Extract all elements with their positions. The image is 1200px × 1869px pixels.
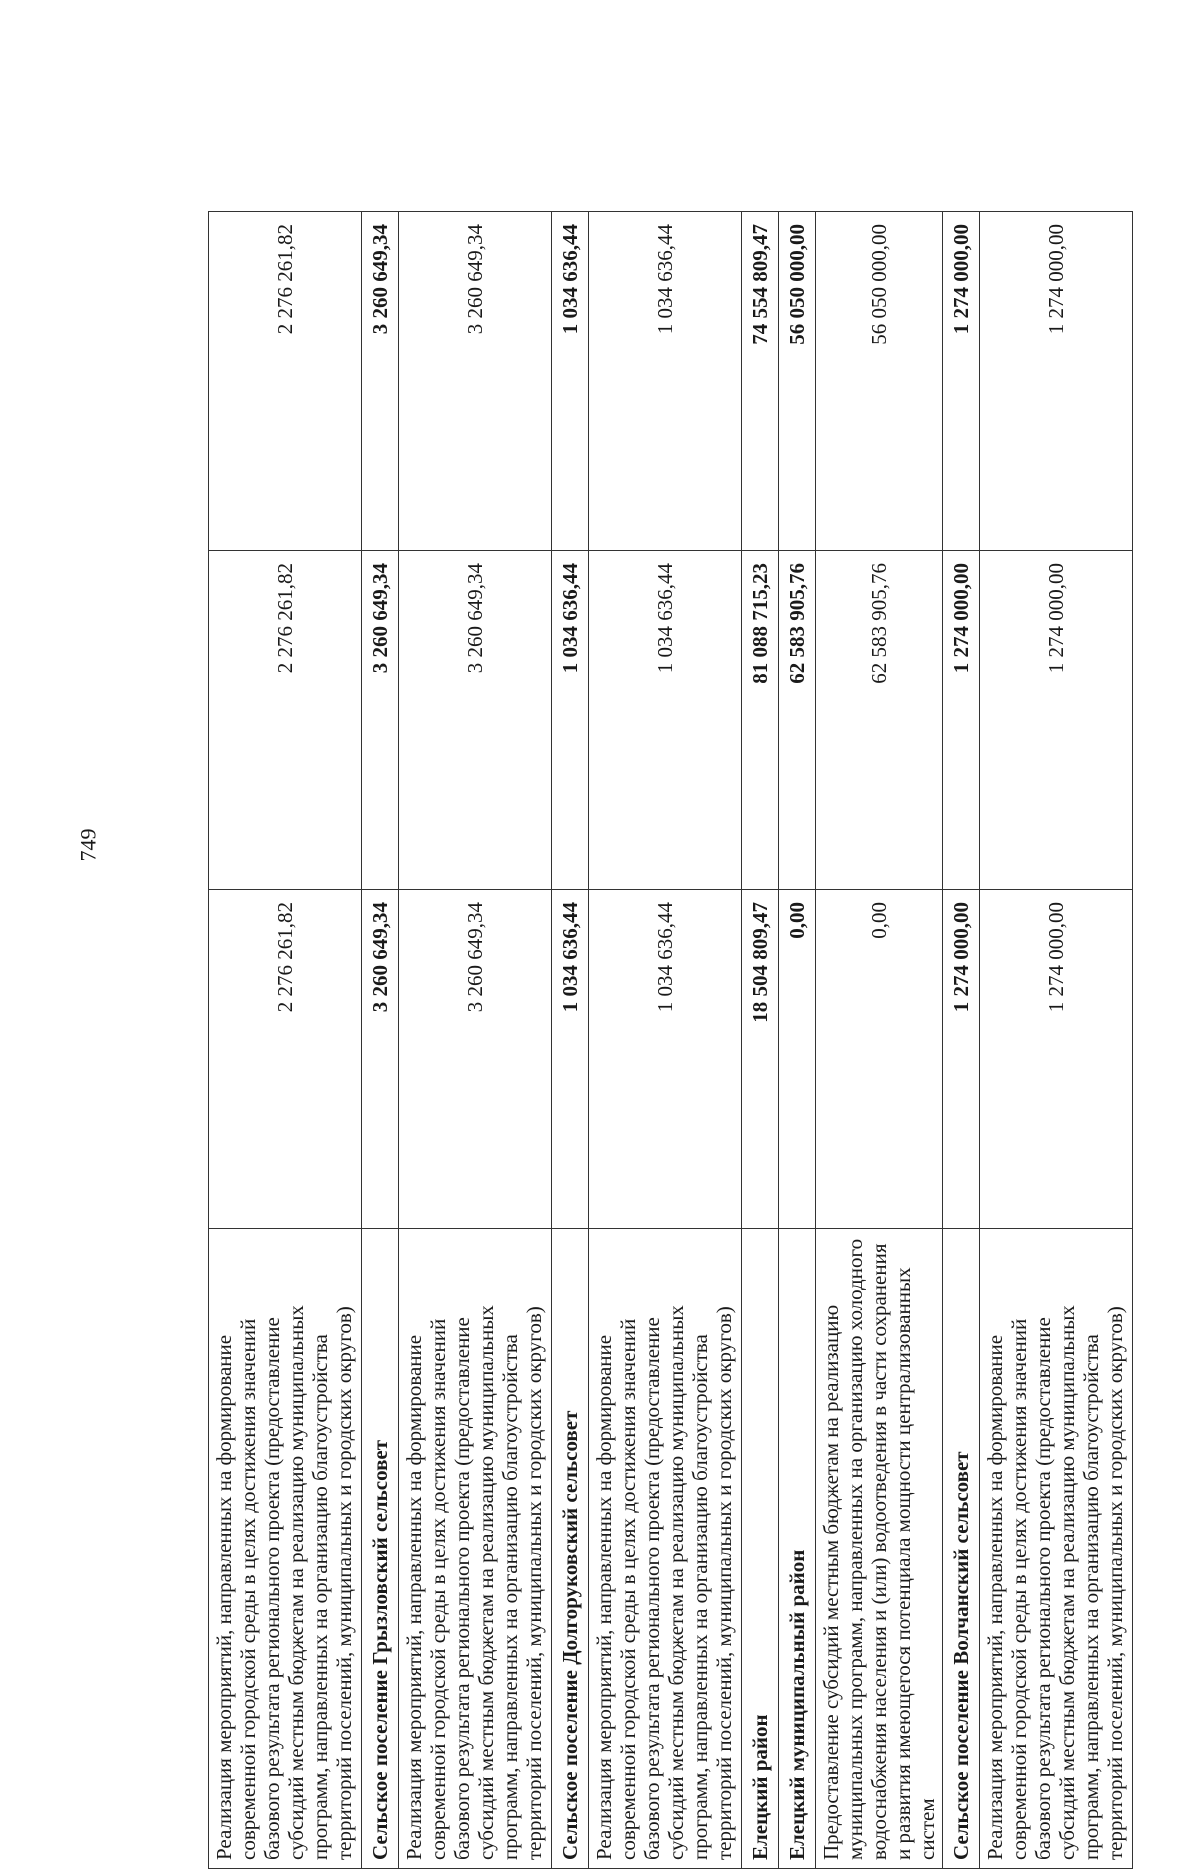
- value-year-1: 1 034 636,44: [589, 890, 742, 1229]
- table-row-header: [943, 212, 980, 1869]
- value-year-1: 3 260 649,34: [362, 890, 399, 1229]
- row-description: Сельское поселение Долгоруковский сельсовет: [552, 1229, 589, 1869]
- value-year-2: 1 034 636,44: [552, 551, 589, 890]
- table-row-header: [552, 212, 589, 1869]
- value-year-2: 1 274 000,00: [980, 551, 1133, 890]
- value-year-3: 1 034 636,44: [589, 212, 742, 551]
- row-description: Предоставление субсидий местным бюджетам на реализацию муниципальных программ, направленных на организацию холодного водоснабжения населения и (или) водоотведения в части сохранения и развития имеющегося потенциала мощности централизованных систем: [816, 1229, 943, 1869]
- value-year-3: 56 050 000,00: [816, 212, 943, 551]
- value-year-2: 2 276 261,82: [209, 551, 362, 890]
- table-row: [209, 212, 362, 1869]
- row-description: Реализация мероприятий, направленных на формирование современной городской среды в целях достижения значений базового результата регионального проекта (предоставление субсидий местным бюджетам на реализацию муниципальных программ, направленных на организацию благоустройства территорий поселений, муниципальных и городских округов): [980, 1229, 1133, 1869]
- table-row: [589, 212, 742, 1869]
- value-year-1: 1 034 636,44: [552, 890, 589, 1229]
- value-year-1: 1 274 000,00: [943, 890, 980, 1229]
- value-year-2: 1 274 000,00: [943, 551, 980, 890]
- row-description: Реализация мероприятий, направленных на формирование современной городской среды в целях достижения значений базового результата регионального проекта (предоставление субсидий местным бюджетам на реализацию муниципальных программ, направленных на организацию благоустройства территорий поселений, муниципальных и городских округов): [399, 1229, 552, 1869]
- value-year-2: 62 583 905,76: [816, 551, 943, 890]
- value-year-3: 3 260 649,34: [362, 212, 399, 551]
- page-number: 749: [75, 828, 101, 862]
- row-description: Сельское поселение Волчанский сельсовет: [943, 1229, 980, 1869]
- value-year-3: 2 276 261,82: [209, 212, 362, 551]
- value-year-3: 56 050 000,00: [779, 212, 816, 551]
- table-row-header: [742, 212, 779, 1869]
- value-year-1: 0,00: [779, 890, 816, 1229]
- value-year-3: 74 554 809,47: [742, 212, 779, 551]
- table-row-header: [779, 212, 816, 1869]
- value-year-3: 3 260 649,34: [399, 212, 552, 551]
- budget-table: [208, 211, 1133, 1869]
- row-description: Сельское поселение Грызловский сельсовет: [362, 1229, 399, 1869]
- row-description: Реализация мероприятий, направленных на формирование современной городской среды в целях достижения значений базового результата регионального проекта (предоставление субсидий местным бюджетам на реализацию муниципальных программ, направленных на организацию благоустройства территорий поселений, муниципальных и городских округов): [209, 1229, 362, 1869]
- table-row-header: [362, 212, 399, 1869]
- table-row: [399, 212, 552, 1869]
- value-year-1: 0,00: [816, 890, 943, 1229]
- value-year-1: 2 276 261,82: [209, 890, 362, 1229]
- row-description: Реализация мероприятий, направленных на формирование современной городской среды в целях достижения значений базового результата регионального проекта (предоставление субсидий местным бюджетам на реализацию муниципальных программ, направленных на организацию благоустройства территорий поселений, муниципальных и городских округов): [589, 1229, 742, 1869]
- value-year-2: 3 260 649,34: [399, 551, 552, 890]
- table-row: [980, 212, 1133, 1869]
- value-year-1: 18 504 809,47: [742, 890, 779, 1229]
- value-year-3: 1 274 000,00: [943, 212, 980, 551]
- row-description: Елецкий район: [742, 1229, 779, 1869]
- value-year-2: 81 088 715,23: [742, 551, 779, 890]
- budget-table-rotated: [208, 213, 1127, 1869]
- table-row: [816, 212, 943, 1869]
- value-year-2: 1 034 636,44: [589, 551, 742, 890]
- value-year-3: 1 274 000,00: [980, 212, 1133, 551]
- value-year-1: 1 274 000,00: [980, 890, 1133, 1229]
- value-year-1: 3 260 649,34: [399, 890, 552, 1229]
- value-year-2: 62 583 905,76: [779, 551, 816, 890]
- value-year-3: 1 034 636,44: [552, 212, 589, 551]
- value-year-2: 3 260 649,34: [362, 551, 399, 890]
- row-description: Елецкий муниципальный район: [779, 1229, 816, 1869]
